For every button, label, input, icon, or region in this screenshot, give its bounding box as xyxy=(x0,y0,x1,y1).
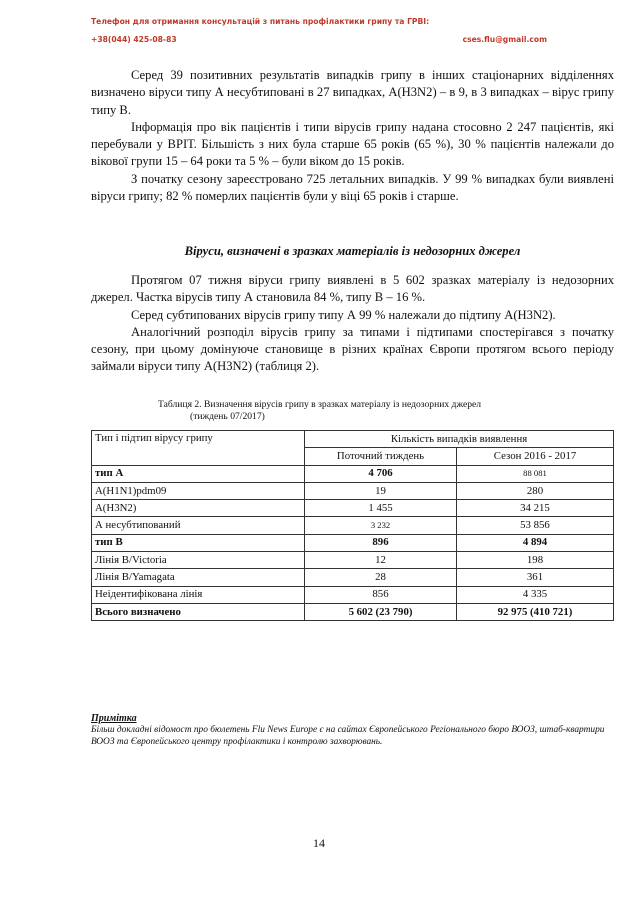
table-row xyxy=(92,500,614,517)
intro-paragraph-1: Серед 39 позитивних результатів випадків грипу в інших стаціонарних відділеннях визначено віруси типу А несубтиповані в 27 випадках, А(H3N2) – в 9, в 3 випадках – вірус грипу типу В. xyxy=(91,68,614,117)
row-current: 1 455 xyxy=(305,500,457,517)
row-label: Лінія B/Yamagata xyxy=(92,569,305,586)
row-season: 88 081 xyxy=(457,465,614,482)
table-row xyxy=(92,517,614,534)
row-season: 361 xyxy=(457,569,614,586)
row-season: 34 215 xyxy=(457,500,614,517)
intro-paragraph-2: Інформація про вік пацієнтів і типи вірусів грипу надана стосовно 2 247 пацієнтів, які перебували у ВРІТ. Більшість з них була старше 65 років (65 %), 30 % пацієнтів належали до вікової групи 15 – 64 роки та 5 % – були віком до 15 років. xyxy=(91,119,614,169)
header-hotline-text: Телефон для отримання консультацій з питань профілактики грипу та ГРВІ: xyxy=(91,17,430,26)
row-label: тип А xyxy=(92,465,305,482)
row-current: 12 xyxy=(305,552,457,569)
row-current: 5 602 (23 790) xyxy=(305,603,457,620)
row-current: 3 232 xyxy=(305,517,457,534)
section-paragraph-2: Серед субтипованих вірусів грипу типу А 99 % належали до підтипу А(H3N2). xyxy=(131,307,556,322)
table-header-season: Сезон 2016 - 2017 xyxy=(457,448,614,465)
section-paragraph-1: Протягом 07 тижня віруси грипу виявлені в 5 602 зразках матеріалу із недозорних джерел. Частка вірусів типу А становила 84 %, типу В – 16 %. xyxy=(91,273,614,305)
row-current: 4 706 xyxy=(305,465,457,482)
virus-table xyxy=(91,430,614,621)
row-season: 92 975 (410 721) xyxy=(457,603,614,620)
table-row xyxy=(92,552,614,569)
row-current: 28 xyxy=(305,569,457,586)
row-current: 19 xyxy=(305,482,457,499)
row-current: 856 xyxy=(305,586,457,603)
page-number: 14 xyxy=(313,836,325,850)
row-season: 198 xyxy=(457,552,614,569)
row-label: Всього визначено xyxy=(92,603,305,620)
section-paragraph-3: Аналогічний розподіл вірусів грипу за типами і підтипами спостерігався з початку сезону, при цьому домінуюче становище в різних країнах Європи протягом всього періоду займали віруси типу А(H3N2) (таблиця 2). xyxy=(91,324,614,374)
table-header-current: Поточний тиждень xyxy=(305,448,457,465)
table-row xyxy=(92,534,614,551)
table-caption-line2: (тиждень 07/2017) xyxy=(190,411,265,422)
row-season: 4 335 xyxy=(457,586,614,603)
row-current: 896 xyxy=(305,534,457,551)
row-label: A(H3N2) xyxy=(92,500,305,517)
note-title: Примітка xyxy=(91,713,137,724)
table-header-type: Тип і підтип вірусу грипу xyxy=(92,431,305,466)
table-header-group: Кількість випадків виявлення xyxy=(305,431,614,448)
table-row xyxy=(92,465,614,482)
note-text: Більш докладні відомост про бюлетень Flu News Europe є на сайтах Європейського Регіонального бюро ВООЗ, штаб-квартири ВООЗ та Європейського центру профілактики і контролю захворювань. xyxy=(91,725,605,747)
header-phone: +38(044) 425-08-83 xyxy=(91,35,177,44)
row-season: 53 856 xyxy=(457,517,614,534)
row-label: A(H1N1)pdm09 xyxy=(92,482,305,499)
intro-text xyxy=(91,67,614,205)
table-row xyxy=(92,586,614,603)
section-text xyxy=(91,272,614,376)
row-label: Неідентифікована лінія xyxy=(92,586,305,603)
row-label: Лінія B/Victoria xyxy=(92,552,305,569)
row-season: 4 894 xyxy=(457,534,614,551)
table-caption xyxy=(158,399,481,423)
section-heading: Віруси, визначені в зразках матеріалів із недозорних джерел xyxy=(184,244,521,258)
intro-paragraph-3: З початку сезону зареєстровано 725 летальних випадків. У 99 % випадках були виявлені віруси грипу; 82 % померлих пацієнтів були у віці 65 років і старше. xyxy=(91,171,614,204)
row-label: А несубтипований xyxy=(92,517,305,534)
header-email: cses.flu@gmail.com xyxy=(462,35,547,44)
table-row xyxy=(92,482,614,499)
table-row xyxy=(92,569,614,586)
table-caption-line1: Таблиця 2. Визначення вірусів грипу в зразках матеріалу із недозорних джерел xyxy=(158,399,482,410)
row-label: тип В xyxy=(92,534,305,551)
row-season: 280 xyxy=(457,482,614,499)
table-row-total xyxy=(92,603,614,620)
